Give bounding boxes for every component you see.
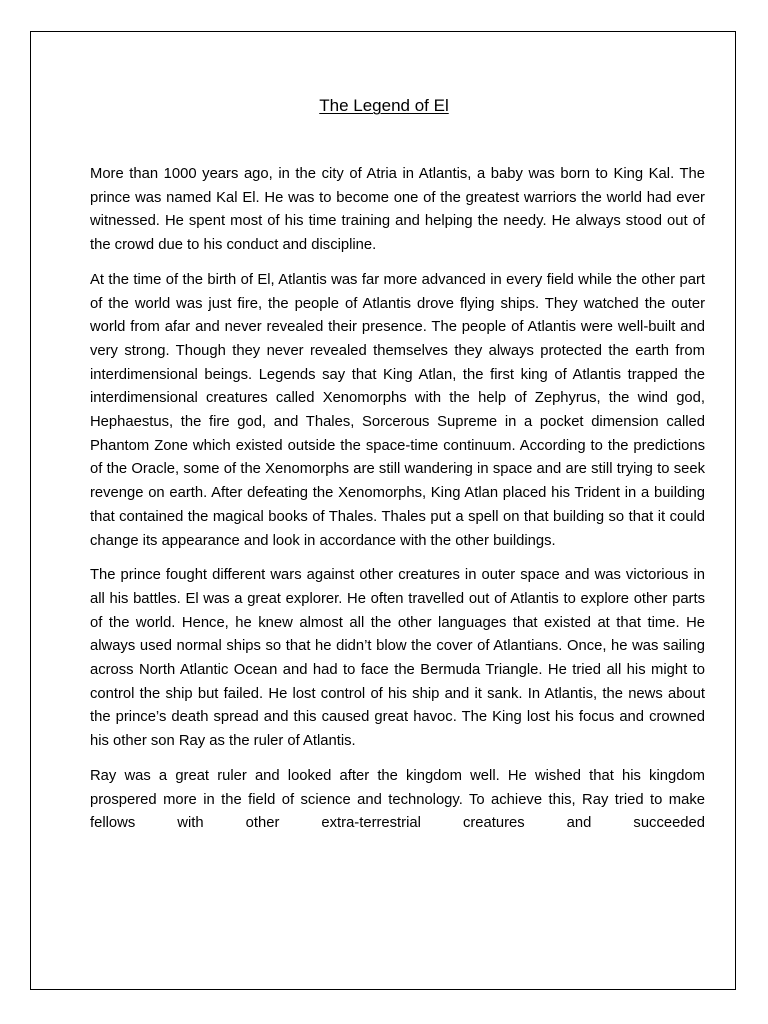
document-title: The Legend of El <box>319 96 449 115</box>
document-body <box>90 163 705 911</box>
paragraph-1: More than 1000 years ago, in the city of Atria in Atlantis, a baby was born to King Kal. The prince was named Kal El. He was to become one of the greatest warriors the world had ever witnessed. He spent most of his time training and helping the needy. He always stood out of the crowd due to his conduct and discipline. <box>90 166 705 254</box>
paragraph-3: The prince fought different wars against other creatures in outer space and was victorious in all his battles. El was a great explorer. He often travelled out of Atlantis to explore other parts of the world. Hence, he knew almost all the other languages that existed at that time. He always used normal ships so that he didn’t blow the cover of Atlantians. Once, he was sailing across North Atlantic Ocean and had to face the Bermuda Triangle. He tried all his might to control the ship but failed. He lost control of his ship and it sank. In Atlantis, the news about the prince’s death spread and this caused great havoc. The King lost his focus and crowned his other son Ray as the ruler of Atlantis. <box>90 567 705 750</box>
paragraph-2: At the time of the birth of El, Atlantis was far more advanced in every field while the other part of the world was just fire, the people of Atlantis drove flying ships. They watched the outer world from afar and never revealed their presence. The people of Atlantis were well-built and very strong. Though they never revealed themselves they always protected the earth from interdimensional beings. Legends say that King Atlan, the first king of Atlantis trapped the interdimensional creatures called Xenomorphs with the help of Zephyrus, the wind god, Hephaestus, the fire god, and Thales, Sorcerous Supreme in a pocket dimension called Phantom Zone which existed outside the space-time continuum. According to the predictions of the Oracle, some of the Xenomorphs are still wandering in space and are still trying to seek revenge on earth. After defeating the Xenomorphs, King Atlan placed his Trident in a building that contained the magical books of Thales. Thales put a spell on that building so that it could change its appearance and look in accordance with the other buildings. <box>90 271 705 549</box>
paragraph-4: Ray was a great ruler and looked after the kingdom well. He wished that his kingdom prospered more in the field of science and technology. To achieve this, Ray tried to make fellows with other extra-terrestrial creatures and succeeded <box>90 767 705 832</box>
